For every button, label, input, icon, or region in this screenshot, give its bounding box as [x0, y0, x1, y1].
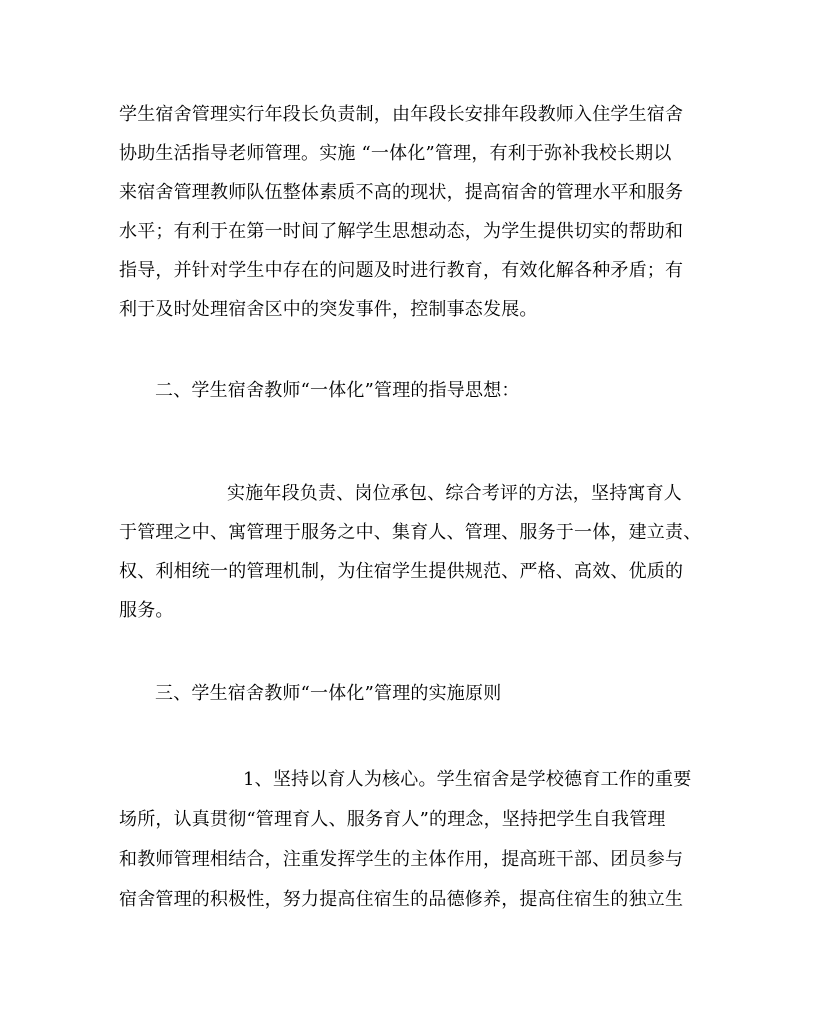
paragraph-1-line-6: 利于及时处理宿舍区中的突发事件，控制事态发展。: [119, 299, 538, 320]
paragraph-1-line-3: 来宿舍管理教师队伍整体素质不高的现状，提高宿舍的管理水平和服务: [119, 182, 684, 203]
paragraph-5-line-4: 宿舍管理的积极性，努力提高住宿生的品德修养，提高住宿生的独立生: [119, 889, 684, 910]
paragraph-1-line-1: 学生宿舍管理实行年段长负责制，由年段长安排年段教师入住学生宿舍: [119, 104, 684, 125]
paragraph-5-line-3: 和教师管理相结合，注重发挥学生的主体作用，提高班干部、团员参与: [119, 849, 684, 870]
paragraph-5-line-1: 1、坚持以育人为核心。学生宿舍是学校德育工作的重要: [243, 769, 692, 790]
paragraph-1-line-5: 指导，并针对学生中存在的问题及时进行教育，有效化解各种矛盾；有: [119, 260, 684, 281]
paragraph-5-line-2: 场所，认真贯彻“管理育人、服务育人”的理念，坚持把学生自我管理: [119, 809, 666, 830]
section-heading-2: 二、学生宿舍教师“一体化”管理的指导思想：: [155, 380, 520, 401]
paragraph-3-line-3: 权、利相统一的管理机制，为住宿学生提供规范、严格、高效、优质的: [119, 561, 684, 582]
paragraph-3-line-4: 服务。: [119, 600, 174, 621]
paragraph-1-line-4: 水平；有利于在第一时间了解学生思想动态，为学生提供切实的帮助和: [119, 221, 684, 242]
section-heading-3: 三、学生宿舍教师“一体化”管理的实施原则: [155, 683, 502, 704]
paragraph-1-line-2: 协助生活指导老师管理。实施 “一体化”管理，有利于弥补我校长期以: [119, 143, 672, 164]
paragraph-3-line-1: 实施年段负责、岗位承包、综合考评的方法，坚持寓育人: [227, 483, 682, 504]
paragraph-3-line-2: 于管理之中、寓管理于服务之中、集育人、管理、服务于一体，建立责、: [119, 522, 702, 543]
